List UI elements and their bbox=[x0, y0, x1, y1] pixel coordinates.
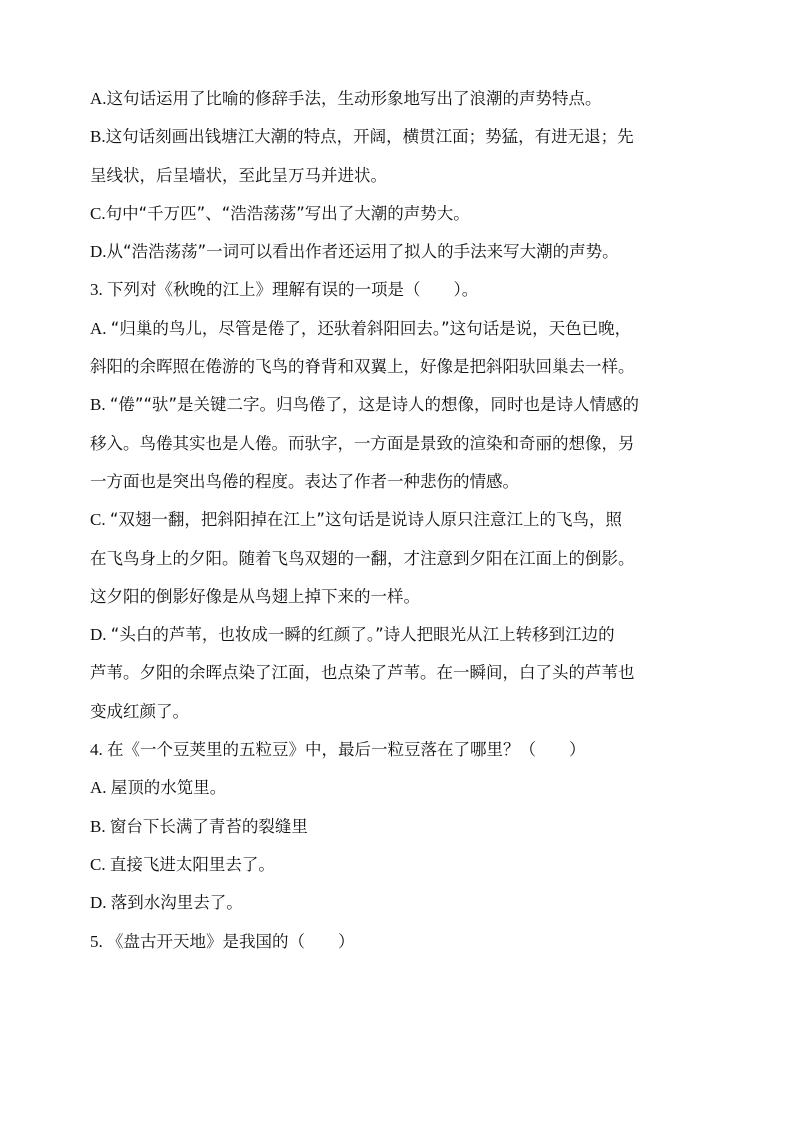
line-text: 芦苇。夕阳的余晖点染了江面，也点染了芦苇。在一瞬间，白了头的芦苇也 bbox=[90, 663, 635, 683]
line-prefix: D. bbox=[90, 625, 111, 645]
option-line bbox=[90, 501, 710, 539]
option-line bbox=[90, 80, 710, 118]
line-prefix: B. bbox=[90, 395, 110, 415]
line-text: 屋顶的水笕里。 bbox=[110, 778, 227, 798]
line-text: “归巢的鸟儿，尽管是倦了，还驮着斜阳回去。”这句话是说，天色已晚， bbox=[110, 318, 632, 338]
option-line bbox=[90, 195, 710, 233]
line-text: 在飞鸟身上的夕阳。随着飞鸟双翅的一翻，才注意到夕阳在江面上的倒影。 bbox=[90, 548, 635, 568]
line-text: 这句话刻画出钱塘江大潮的特点，开阔，横贯江面；势猛，有进无退；先 bbox=[105, 127, 634, 147]
line-text: 斜阳的余晖照在倦游的飞鸟的脊背和双翼上，好像是把斜阳驮回巢去一样。 bbox=[90, 357, 635, 377]
line-text: “双翅一翻，把斜阳掉在江上”这句话是说诗人原只注意江上的飞鸟，照 bbox=[109, 510, 622, 530]
question-line bbox=[90, 271, 710, 309]
option-line bbox=[90, 769, 710, 807]
line-text: 直接飞进太阳里去了。 bbox=[109, 854, 275, 874]
line-text: 从“浩浩荡荡”一词可以看出作者还运用了拟人的手法来写大潮的声势。 bbox=[106, 242, 619, 262]
option-line bbox=[90, 846, 710, 884]
line-prefix: A. bbox=[90, 318, 111, 338]
line-prefix: D. bbox=[90, 242, 107, 262]
line-prefix: B. bbox=[90, 816, 110, 836]
line-text: 呈线状，后呈墙状，至此呈万马并进状。 bbox=[90, 165, 387, 185]
option-line bbox=[90, 808, 710, 846]
question-line bbox=[90, 731, 710, 769]
question-number: 4. bbox=[90, 740, 107, 760]
continuation-line bbox=[90, 540, 710, 578]
line-text: 这句话运用了比喻的修辞手法，生动形象地写出了浪潮的声势特点。 bbox=[106, 89, 602, 108]
line-prefix: C. bbox=[90, 510, 110, 530]
line-text: “头白的芦苇，也妆成一瞬的红颜了。”诗人把眼光从江上转移到江边的 bbox=[110, 625, 615, 645]
question-text: 在《一个豆荚里的五粒豆》中，最后一粒豆落在了哪里？（ ） bbox=[107, 740, 586, 760]
continuation-line bbox=[90, 348, 710, 386]
line-text: “倦”“驮”是关键二字。归鸟倦了，这是诗人的想像，同时也是诗人情感的 bbox=[109, 395, 640, 415]
line-text: 窗台下长满了青苔的裂缝里 bbox=[109, 816, 308, 836]
line-prefix: A. bbox=[90, 89, 107, 108]
continuation-line bbox=[90, 157, 710, 195]
question-text: 下列对《秋晚的江上》理解有误的一项是（ ）。 bbox=[107, 280, 479, 300]
option-line bbox=[90, 386, 710, 424]
line-text: 这夕阳的倒影好像是从鸟翅上掉下来的一样。 bbox=[90, 586, 420, 606]
line-text: 一方面也是突出鸟倦的程度。表达了作者一种悲伤的情感。 bbox=[90, 471, 519, 491]
document-body bbox=[90, 80, 710, 961]
question-line bbox=[90, 923, 710, 961]
line-text: 句中“千万匹”、“浩浩荡荡”写出了大潮的声势大。 bbox=[105, 203, 470, 223]
continuation-line bbox=[90, 578, 710, 616]
continuation-line bbox=[90, 425, 710, 463]
line-text: 移入。鸟倦其实也是人倦。而驮字，一方面是景致的渲染和奇丽的想像，另 bbox=[90, 433, 635, 453]
question-number: 3. bbox=[90, 280, 107, 300]
continuation-line bbox=[90, 654, 710, 692]
continuation-line bbox=[90, 463, 710, 501]
question-number: 5. bbox=[90, 931, 107, 951]
line-prefix: A. bbox=[90, 778, 111, 798]
line-text: 变成红颜了。 bbox=[90, 701, 189, 721]
question-text: 《盘古开天地》是我国的（ ） bbox=[107, 931, 355, 951]
line-prefix: B. bbox=[90, 127, 106, 147]
option-line bbox=[90, 233, 710, 271]
line-prefix: C. bbox=[90, 854, 110, 874]
line-prefix: D. bbox=[90, 893, 111, 913]
line-text: 落到水沟里去了。 bbox=[110, 893, 243, 913]
option-line bbox=[90, 616, 710, 654]
continuation-line bbox=[90, 693, 710, 731]
option-line bbox=[90, 310, 710, 348]
option-line bbox=[90, 118, 710, 156]
line-prefix: C. bbox=[90, 203, 106, 223]
option-line bbox=[90, 884, 710, 922]
